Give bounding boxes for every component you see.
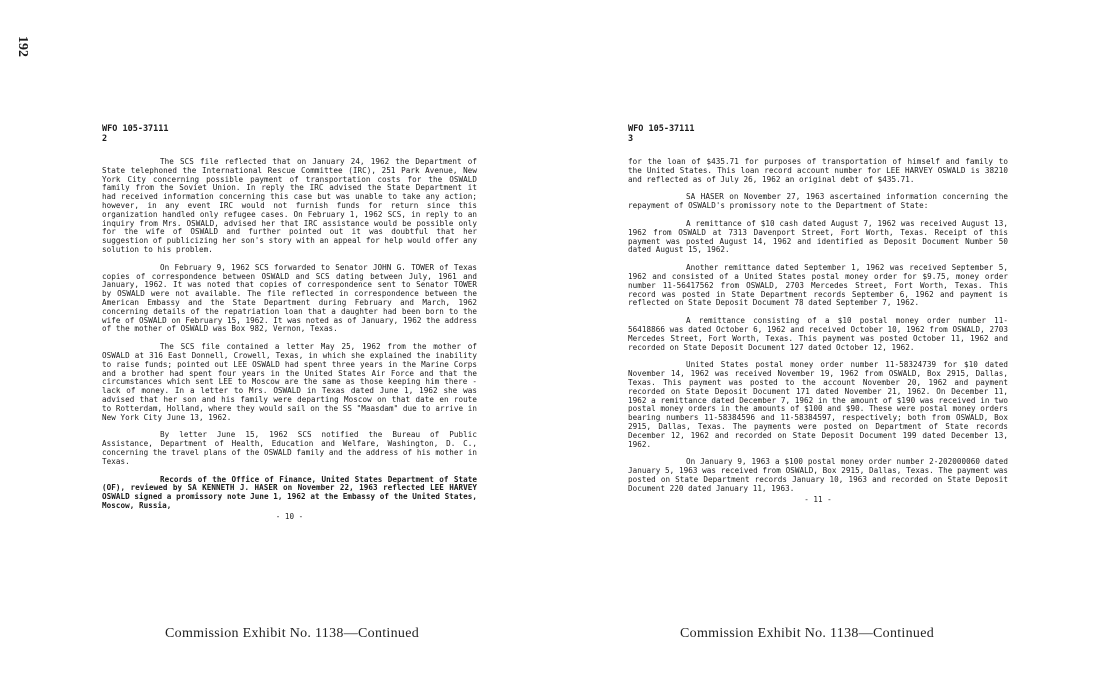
exhibit-caption: Commission Exhibit No. 1138—Continued (165, 626, 420, 641)
left-page (102, 124, 477, 521)
sheet-number: 2 (102, 134, 108, 144)
paragraph: United States postal money order number 11-58324739 for $10 dated November 14, 1962 was received November 19, 1962 from OSWALD, Box 2915, Dallas, Texas. This payment was posted to the account November 20, 1962 and payment recorded on State Deposit Document 171 dated November 21, 1962. On December 11, 1962 a remittance dated December 7, 1962 in the amount of $190 was received in two postal money orders in the amounts of $100 and $90. These were postal money orders bearing numbers 11-58384596 and 11-58384597, respectively; both from OSWALD, Box 2915, Dallas, Texas. The payments were posted on Department of State records December 12, 1962 and recorded on State Deposit Document 199 dated December 13, 1962. (628, 360, 1008, 449)
page-footer-number: - 10 - (275, 511, 304, 521)
sheet-number: 3 (628, 134, 634, 144)
paragraph: On January 9, 1963 a $100 postal money order number 2-202000060 dated January 5, 1963 was received from OSWALD, Box 2915, Dallas, Texas. The payment was posted on State Department records January 10, 1963 and recorded on State Deposit Document 220 dated January 11, 1963. (628, 457, 1008, 493)
file-number: WFO 105-37111 (102, 124, 169, 134)
page-footer-number: - 11 - (804, 494, 832, 504)
paragraph: By letter June 15, 1962 SCS notified the Bureau of Public Assistance, Department of Health, Education and Welfare, Washington, D. C., concerning the travel plans of the OSWALD family and the address of his mother in Texas. (102, 430, 477, 466)
exhibit-caption: Commission Exhibit No. 1138—Continued (680, 626, 935, 641)
paragraph: A remittance consisting of a $10 postal money order number 11-56418866 was dated October 6, 1962 and received October 10, 1962 from OSWALD, 2703 Mercedes Street, Fort Worth, Texas. This payment was posted October 11, 1962 and recorded on State Deposit Document 127 dated October 12, 1962. (628, 316, 1008, 352)
file-number: WFO 105-37111 (628, 124, 695, 134)
paragraph: The SCS file reflected that on January 24, 1962 the Department of State telephoned the International Rescue Committee (IRC), 251 Park Avenue, New York City concerning possible payment of transportation costs for the OSWALD family from the Soviet Union. In reply the IRC advised the State Department it had received information concerning this case but was unable to take any action; however, in any event IRC would not furnish funds for return since this organization handled only refugee cases. On February 1, 1962 SCS, in reply to an inquiry from Mrs. OSWALD, advised her that IRC assistance would be possible only for the wife of OSWALD and further pointed out it was doubtful that her suggestion of publicizing her son's story with an appeal for help would offer any solution to his problem. (102, 157, 477, 254)
paragraph: On February 9, 1962 SCS forwarded to Senator JOHN G. TOWER of Texas copies of correspondence between OSWALD and SCS dating between July, 1961 and January, 1962. It was noted that copies of correspondence sent to Senator TOWER by OSWALD were not available. The file reflected in correspondence between the American Embassy and the State Department during February and March, 1962 concerning details of the repatriation loan that a daughter had been born to the wife of OSWALD on February 15, 1962. It was noted as of January, 1962 the address of the mother of OSWALD was Box 982, Vernon, Texas. (102, 262, 477, 334)
paragraph: Records of the Office of Finance, United States Department of State (OF), reviewed by SA KENNETH J. HASER on November 22, 1963 reflected LEE HARVEY OSWALD signed a promissory note June 1, 1962 at the Embassy of the United States, Moscow, Russia, (102, 474, 477, 510)
paragraph: A remittance of $10 cash dated August 7, 1962 was received August 13, 1962 from OSWALD at 7313 Davenport Street, Fort Worth, Texas. Receipt of this payment was posted August 14, 1962 and identified as Deposit Document Number 50 dated August 15, 1962. (628, 218, 1008, 255)
paragraph: for the loan of $435.71 for purposes of transportation of himself and family to the United States. This loan record account number for LEE HARVEY OSWALD is 38210 and reflected as of July 26, 1962 an original debt of $435.71. (628, 157, 1008, 184)
paragraph: Another remittance dated September 1, 1962 was received September 5, 1962 and consisted of a United States postal money order for $9.75, money order number 11-56417562 from OSWALD, 2703 Mercedes Street, Fort Worth, Texas. This record was posted in State Department records September 6, 1962 and payment is reflected on State Deposit Document 78 dated September 7, 1962. (628, 263, 1008, 308)
page-number: 192 (15, 36, 30, 57)
right-page (628, 124, 1008, 504)
paragraph: The SCS file contained a letter May 25, 1962 from the mother of OSWALD at 316 East Donnell, Crowell, Texas, in which she explained the inability to raise funds; pointed out LEE OSWALD had spent three years in the Marine Corps and a brother had spent four years in the United States Air Force and that the circumstances which sent LEE to Moscow are the same as those keeping him there - lack of money. In a letter to Mrs. OSWALD in Texas dated June 1, 1962 she was advised that her son and his family were departing Moscow on that date en route to Rotterdam, Holland, where they would sail on the SS "Maasdam" due to arrive in New York City June 13, 1962. (102, 342, 477, 422)
paragraph: SA HASER on November 27, 1963 ascertained information concerning the repayment of OSWALD's promissory note to the Department of State: (628, 192, 1008, 211)
